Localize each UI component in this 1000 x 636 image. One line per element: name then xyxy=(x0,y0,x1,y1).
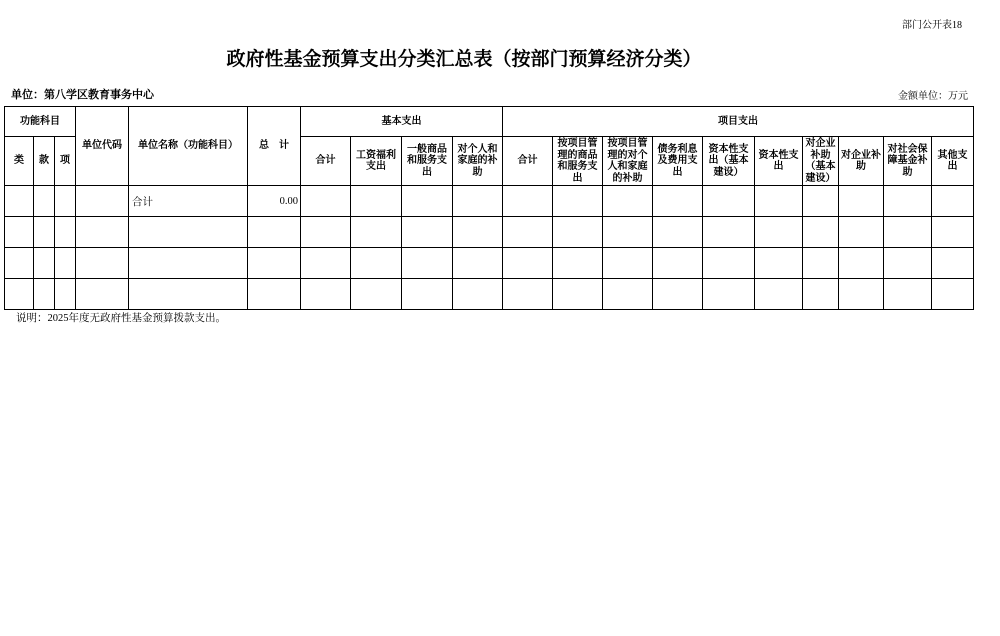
table-cell xyxy=(248,217,301,248)
table-cell xyxy=(703,186,755,217)
table-cell xyxy=(301,217,351,248)
header-unit-code: 单位代码 xyxy=(76,107,129,186)
table-cell xyxy=(129,279,248,310)
table-cell xyxy=(402,217,453,248)
table-cell xyxy=(653,217,703,248)
form-number-label: 部门公开表18 xyxy=(902,20,962,31)
page-title: 政府性基金预算支出分类汇总表（按部门预算经济分类） xyxy=(226,49,702,70)
table-cell xyxy=(603,186,653,217)
header-basic-subtotal: 合计 xyxy=(301,137,351,186)
table-cell xyxy=(755,248,803,279)
header-project-expenditure: 项目支出 xyxy=(503,107,974,137)
header-project-debt-interest: 债务利息及费用支出 xyxy=(653,137,703,186)
table-cell xyxy=(703,279,755,310)
header-project-social-security: 对社会保障基金补助 xyxy=(884,137,932,186)
table-cell xyxy=(351,217,402,248)
table-cell xyxy=(839,248,884,279)
table-cell xyxy=(884,279,932,310)
table-cell xyxy=(803,186,839,217)
table-cell xyxy=(553,186,603,217)
header-func-class: 类 xyxy=(5,137,34,186)
meta-row xyxy=(11,86,968,102)
table-cell xyxy=(76,279,129,310)
table-cell xyxy=(76,217,129,248)
table-cell xyxy=(803,279,839,310)
table-cell: 合计 xyxy=(129,186,248,217)
header-basic-individual-family: 对个人和家庭的补助 xyxy=(453,137,503,186)
table-cell xyxy=(884,217,932,248)
header-project-individual-family: 按项目管理的对个人和家庭的补助 xyxy=(603,137,653,186)
table-cell xyxy=(301,279,351,310)
header-project-subtotal: 合计 xyxy=(503,137,553,186)
table-cell xyxy=(703,217,755,248)
header-grand-total: 总 计 xyxy=(248,107,301,186)
table-row xyxy=(5,248,974,279)
table-cell xyxy=(55,279,76,310)
table-cell xyxy=(5,279,34,310)
table-row xyxy=(5,217,974,248)
table-cell xyxy=(248,279,301,310)
header-func-item: 项 xyxy=(55,137,76,186)
table-cell xyxy=(248,248,301,279)
table-cell xyxy=(351,279,402,310)
header-project-capital: 资本性支出 xyxy=(755,137,803,186)
table-cell xyxy=(553,279,603,310)
table-cell xyxy=(402,248,453,279)
table-cell xyxy=(453,186,503,217)
header-project-enterprise-construction: 对企业补助（基本建设） xyxy=(803,137,839,186)
table-cell xyxy=(755,217,803,248)
table-cell xyxy=(34,217,55,248)
table-cell xyxy=(603,217,653,248)
table-cell xyxy=(803,248,839,279)
table-cell xyxy=(884,186,932,217)
table-cell xyxy=(839,186,884,217)
table-cell xyxy=(503,186,553,217)
table-cell xyxy=(301,186,351,217)
table-cell xyxy=(34,248,55,279)
table-cell xyxy=(5,217,34,248)
note-text: 说明：2025年度无政府性基金预算拨款支出。 xyxy=(16,313,226,324)
table-cell xyxy=(34,279,55,310)
table-cell xyxy=(703,248,755,279)
header-unit-name: 单位名称（功能科目） xyxy=(129,107,248,186)
table-cell xyxy=(932,186,974,217)
table-cell xyxy=(301,248,351,279)
table-header xyxy=(5,107,974,186)
table-cell xyxy=(932,248,974,279)
table-cell xyxy=(884,248,932,279)
table-cell xyxy=(755,279,803,310)
header-project-capital-construction: 资本性支出（基本建设） xyxy=(703,137,755,186)
table-cell xyxy=(653,248,703,279)
table-cell xyxy=(55,217,76,248)
table-cell xyxy=(603,248,653,279)
table-cell xyxy=(839,279,884,310)
table-cell xyxy=(932,217,974,248)
table-cell xyxy=(453,217,503,248)
table-cell xyxy=(503,217,553,248)
amount-unit-label: 金额单位：万元 xyxy=(898,91,968,102)
table-cell xyxy=(402,186,453,217)
table-cell xyxy=(839,217,884,248)
table-cell xyxy=(553,217,603,248)
table-cell xyxy=(402,279,453,310)
budget-summary-table xyxy=(4,106,974,310)
table-row xyxy=(5,279,974,310)
table-cell xyxy=(55,186,76,217)
header-project-other: 其他支出 xyxy=(932,137,974,186)
table-cell xyxy=(653,186,703,217)
header-func-section: 款 xyxy=(34,137,55,186)
table-cell: 0.00 xyxy=(248,186,301,217)
unit-name-label: 单位：第八学区教育事务中心 xyxy=(11,89,154,101)
table-cell xyxy=(76,248,129,279)
table-cell xyxy=(503,279,553,310)
table-cell xyxy=(34,186,55,217)
header-project-goods-services: 按项目管理的商品和服务支出 xyxy=(553,137,603,186)
header-basic-expenditure: 基本支出 xyxy=(301,107,503,137)
table-cell xyxy=(932,279,974,310)
table-cell xyxy=(5,248,34,279)
table-cell xyxy=(5,186,34,217)
table-cell xyxy=(351,186,402,217)
table-cell xyxy=(755,186,803,217)
table-body xyxy=(5,186,974,310)
table-cell xyxy=(553,248,603,279)
table-cell xyxy=(129,248,248,279)
table-cell xyxy=(453,279,503,310)
table-cell xyxy=(76,186,129,217)
table-cell xyxy=(453,248,503,279)
table-cell xyxy=(603,279,653,310)
table-cell xyxy=(351,248,402,279)
table-cell xyxy=(503,248,553,279)
table-cell xyxy=(803,217,839,248)
header-basic-wages: 工资福利支出 xyxy=(351,137,402,186)
table-cell xyxy=(653,279,703,310)
header-project-enterprise: 对企业补助 xyxy=(839,137,884,186)
table-cell xyxy=(55,248,76,279)
table-cell xyxy=(129,217,248,248)
header-basic-goods-services: 一般商品和服务支出 xyxy=(402,137,453,186)
table-row xyxy=(5,186,974,217)
header-functional-subject: 功能科目 xyxy=(5,107,76,137)
